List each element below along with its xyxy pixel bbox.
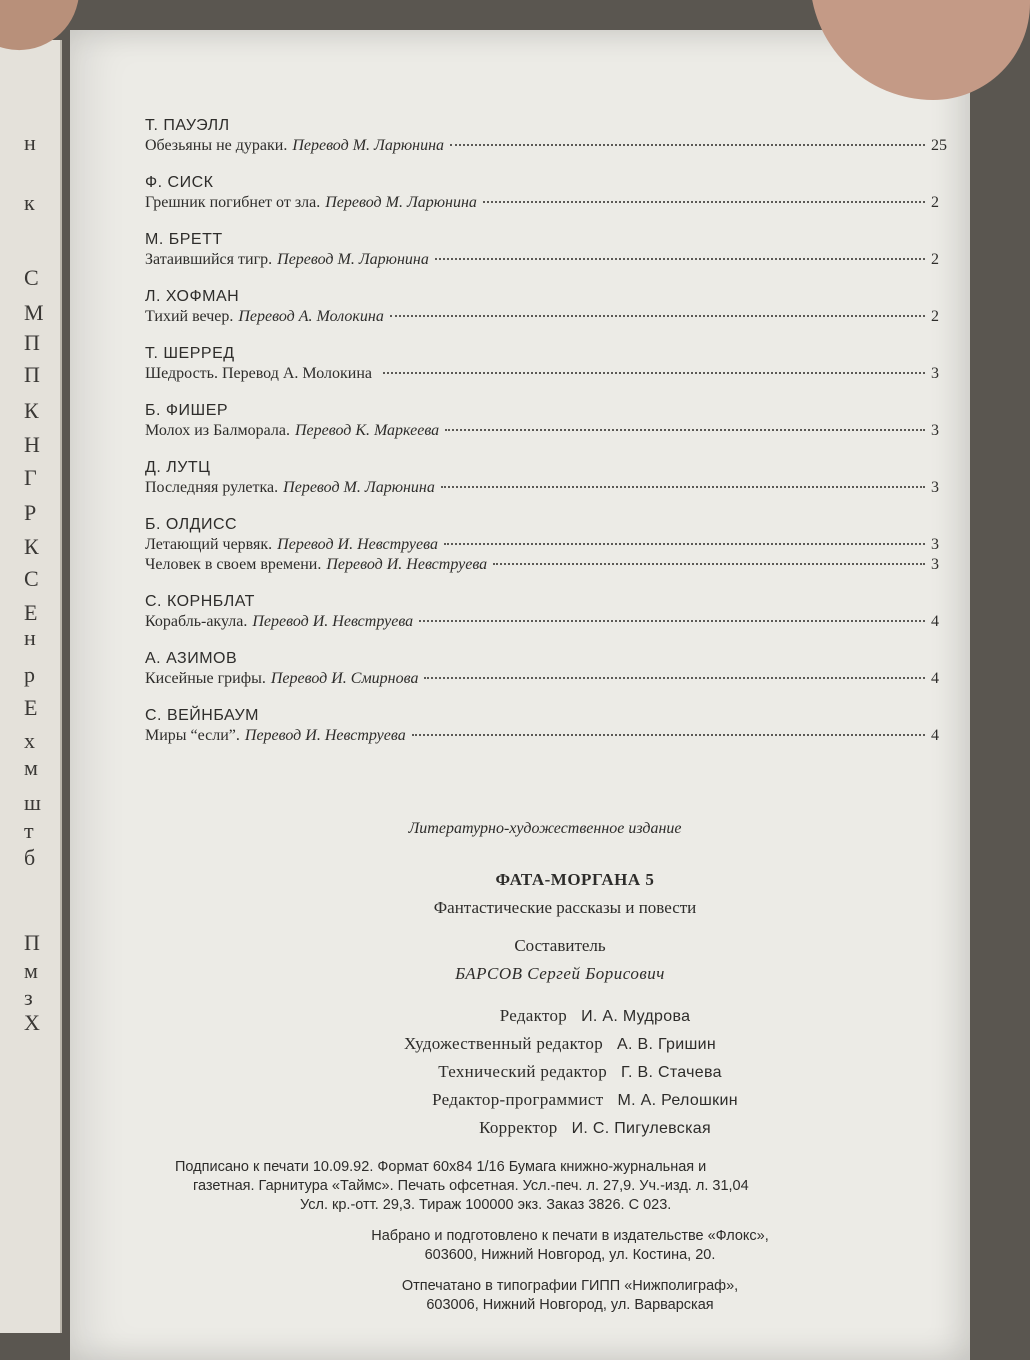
left-page-fragment: Е (24, 600, 38, 625)
story-translator: Перевод И. Невструева (252, 613, 414, 630)
staff-name: И. С. Пигулевская (571, 1120, 711, 1137)
staff-name: И. А. Мудрова (581, 1008, 691, 1025)
compiler-label: Составитель (514, 936, 606, 955)
left-page-fragment: Н (24, 432, 40, 457)
left-page-fragment: П (24, 330, 40, 355)
toc-author: Б. ФИШЕР (145, 402, 229, 419)
story-title: Миры “если”. (145, 727, 240, 744)
story-translator: Перевод М. Ларюнина (292, 137, 445, 154)
staff-row (165, 1030, 955, 1058)
left-page-fragment: ш (24, 790, 41, 815)
page-number: 2 (931, 251, 939, 268)
toc-entry (145, 649, 945, 689)
left-page-fragment: м (24, 755, 38, 780)
story-title: Затаившийся тигр. (145, 251, 273, 268)
story-title: Последняя рулетка. (145, 479, 279, 496)
story-title: Человек в своем времени. (145, 556, 322, 573)
toc-entry (145, 706, 945, 746)
print-detail-line: Усл. кр.-отт. 29,3. Тираж 100000 экз. Заказ 3826. С 023. (300, 1197, 672, 1213)
story-translator: Перевод М. Ларюнина (325, 194, 477, 211)
left-page-fragment: н (24, 130, 36, 155)
staff-role: Корректор (479, 1118, 558, 1137)
left-page-fragment: Г (24, 465, 37, 490)
adjacent-page (0, 40, 62, 1333)
table-of-contents (145, 116, 945, 763)
dot-leader (424, 677, 925, 679)
left-page-fragment: Х (24, 1010, 40, 1035)
dot-leader (390, 315, 925, 317)
printer-line: Отпечатано в типографии ГИПП «Нижполиграф», (401, 1278, 739, 1294)
left-page-fragment: р (24, 662, 35, 687)
publisher-line: 603600, Нижний Новгород, ул. Костина, 20. (424, 1247, 716, 1263)
toc-entry (145, 592, 945, 632)
left-page-fragment: м (24, 958, 38, 983)
staff-row (215, 1086, 955, 1114)
staff-name: М. А. Релошкин (617, 1092, 738, 1109)
toc-entry (145, 401, 945, 441)
toc-story-line (145, 669, 945, 689)
page-number: 3 (931, 479, 939, 496)
toc-author: Ф. СИСК (145, 174, 214, 191)
toc-story-line (145, 364, 945, 384)
page-number: 3 (931, 365, 939, 382)
page-number: 3 (931, 536, 939, 553)
toc-entry (145, 230, 945, 270)
dot-leader (412, 734, 925, 736)
toc-story-line (145, 478, 945, 498)
staff-row (205, 1058, 955, 1086)
story-title: Тихий вечер. (145, 308, 234, 325)
dot-leader (419, 620, 925, 622)
toc-author: С. КОРНБЛАТ (145, 593, 255, 610)
staff-row (235, 1002, 955, 1030)
left-page-fragment: К (24, 534, 39, 559)
left-page-fragment: з (24, 985, 33, 1010)
publisher-line: Набрано и подготовлено к печати в издательстве «Флокс», (371, 1228, 769, 1244)
left-page-fragment: б (24, 845, 36, 870)
dot-leader (450, 144, 925, 146)
dot-leader (483, 201, 925, 203)
story-translator: Перевод И. Невструева (244, 727, 406, 744)
staff-row (235, 1114, 955, 1142)
toc-author: Б. ОЛДИСС (145, 516, 238, 533)
toc-entry (145, 344, 945, 384)
story-translator: Перевод А. Молокина (238, 308, 384, 325)
dot-leader (435, 258, 925, 260)
left-page-fragment: С (24, 566, 39, 591)
dot-leader (441, 486, 925, 488)
story-title: Кисейные грифы. (145, 670, 266, 687)
story-title: Грешник погибнет от зла. (145, 194, 321, 211)
toc-story-line (145, 535, 945, 555)
page-number: 4 (931, 727, 939, 744)
toc-author: Т. ПАУЭЛЛ (145, 117, 230, 134)
staff-role: Редактор (499, 1006, 568, 1025)
story-title: Молох из Балморала. (145, 422, 290, 439)
page-number: 2 (931, 308, 939, 325)
page-number: 2 (931, 194, 939, 211)
left-page-fragment: к (24, 190, 35, 215)
toc-author: А. АЗИМОВ (145, 650, 238, 667)
left-page-fragment: н (24, 625, 36, 650)
printer-line: 603006, Нижний Новгород, ул. Варварская (426, 1297, 714, 1313)
story-translator: Перевод М. Ларюнина (277, 251, 429, 268)
story-translator: Перевод М. Ларюнина (283, 479, 435, 496)
page-number: 3 (931, 422, 939, 439)
story-translator: Перевод И. Смирнова (270, 670, 419, 687)
toc-entry (145, 287, 945, 327)
toc-story-line (145, 726, 945, 746)
staff-name: Г. В. Стачева (621, 1064, 722, 1081)
staff-role: Технический редактор (438, 1062, 607, 1081)
story-translator: Перевод К. Маркеева (294, 422, 440, 439)
staff-role: Редактор-программист (432, 1090, 604, 1109)
toc-author: Д. ЛУТЦ (145, 459, 211, 476)
toc-entry (145, 173, 945, 213)
story-translator: Перевод И. Невструева (326, 556, 488, 573)
toc-story-line (145, 307, 945, 327)
dot-leader (445, 429, 925, 431)
left-page-fragment: Р (24, 500, 37, 525)
toc-story-line (145, 612, 945, 632)
story-translator: Перевод И. Невструева (277, 536, 438, 553)
staff-list (175, 1002, 955, 1142)
toc-story-line (145, 555, 945, 575)
toc-entry (145, 116, 945, 156)
left-page-fragment: К (24, 398, 39, 423)
left-page-fragment: С (24, 265, 39, 290)
story-title: Шедрость. Перевод А. Молокина (145, 365, 372, 382)
imprint-block (175, 820, 955, 1142)
toc-story-line (145, 250, 945, 270)
compiler-name: БАРСОВ Сергей Борисович (455, 964, 665, 983)
toc-author: Т. ШЕРРЕД (145, 345, 235, 362)
page-number: 4 (931, 613, 939, 630)
genre-label: Литературно-художественное издание (408, 820, 682, 837)
book-subtitle: Фантастические рассказы и повести (433, 898, 697, 917)
toc-entry (145, 458, 945, 498)
left-page-fragment: П (24, 362, 40, 387)
page-number: 4 (931, 670, 939, 687)
dot-leader (444, 543, 925, 545)
print-detail-line: газетная. Гарнитура «Таймс». Печать офсетная. Усл.-печ. л. 27,9. Уч.-изд. л. 31,04 (193, 1178, 749, 1194)
book-title: ФАТА-МОРГАНА 5 (495, 870, 655, 889)
left-page-fragment: М (24, 300, 44, 325)
toc-entry (145, 515, 945, 575)
print-detail-line: Подписано к печати 10.09.92. Формат 60x84 1/16 Бумага книжно-журнальная и (175, 1159, 707, 1175)
toc-story-line (145, 421, 945, 441)
dot-leader (383, 372, 925, 374)
left-page-fragment: Е (24, 695, 38, 720)
story-title: Обезьяны не дураки. (145, 137, 288, 154)
staff-role: Художественный редактор (404, 1034, 604, 1053)
story-title: Летающий червяк. (145, 536, 273, 553)
page-number: 3 (931, 556, 939, 573)
page-number: 25 (931, 137, 947, 154)
toc-author: Л. ХОФМАН (145, 288, 240, 305)
left-page-fragment: х (24, 728, 35, 753)
dot-leader (493, 563, 925, 565)
toc-story-line (145, 193, 945, 213)
left-page-fragment: т (24, 818, 34, 843)
toc-author: С. ВЕЙНБАУМ (145, 707, 259, 724)
print-details (175, 1158, 965, 1315)
story-title: Корабль-акула. (145, 613, 248, 630)
toc-story-line (145, 136, 945, 156)
left-page-fragment: П (24, 930, 40, 955)
toc-author: М. БРЕТТ (145, 231, 223, 248)
staff-name: А. В. Гришин (617, 1036, 716, 1053)
